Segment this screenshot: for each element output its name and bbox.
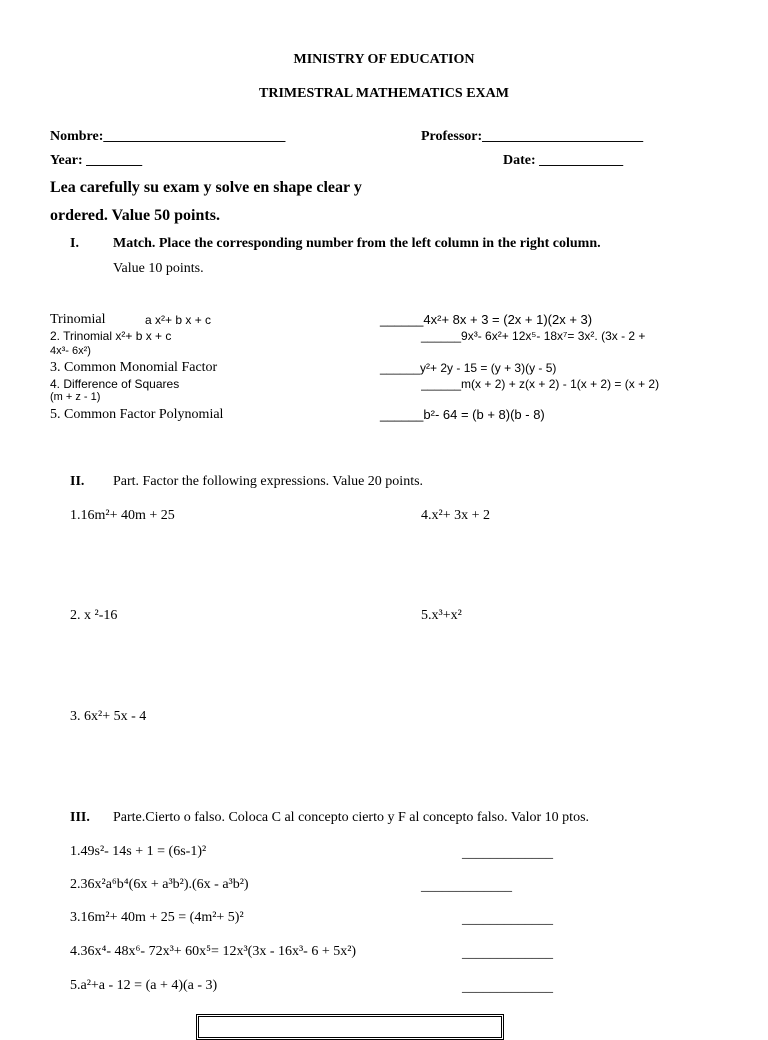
part3-numeral: III. (70, 810, 90, 825)
part2-numeral: II. (70, 474, 85, 489)
factor-item-3: 3. 6x²+ 5x - 4 (70, 709, 147, 724)
ministry-heading: MINISTRY OF EDUCATION (293, 52, 475, 67)
score-box-frame (196, 1014, 504, 1040)
part1-title: Match. Place the corresponding number from the left column in the right column. (113, 236, 601, 251)
match-left-1-label: Trinomial (50, 312, 106, 327)
match-left-5: 5. Common Factor Polynomial (50, 407, 224, 422)
match-left-4: 4. Difference of Squares (50, 377, 180, 391)
tf-item-1: 1.49s²- 14s + 1 = (6s-1)² (70, 844, 207, 859)
match-right-3[interactable]: ______y²+ 2y - 15 = (y + 3)(y - 5) (380, 361, 557, 375)
professor-field[interactable] (421, 129, 643, 145)
part1-numeral: I. (70, 236, 79, 251)
match-right-2[interactable]: ______9x³- 6x²+ 12x⁵- 18x⁷= 3x². (3x - 2 + (421, 329, 646, 343)
date-field[interactable]: Date: ____________ (503, 153, 624, 168)
tf-item-2: 2.36x²a⁶b⁴(6x + a³b²).(6x - a³b²) (70, 877, 249, 892)
match-right-4[interactable]: ______m(x + 2) + z(x + 2) - 1(x + 2) = (x + 2) (421, 377, 660, 391)
factor-item-5: 5.x³+x² (421, 608, 462, 623)
tf-blank-2[interactable]: _____________ (421, 879, 512, 894)
tf-blank-3[interactable]: _____________ (462, 912, 553, 927)
match-right-5[interactable]: ______b²- 64 = (b + 8)(b - 8) (380, 407, 545, 422)
part3-title: Parte.Cierto o falso. Coloca C al concepto cierto y F al concepto falso. Valor 10 ptos. (113, 810, 590, 825)
tf-item-4: 4.36x⁴- 48x⁶- 72x³+ 60x⁵= 12x³(3x - 16x³- 6 + 5x²) (70, 944, 357, 959)
instructions-line-1: Lea carefully su exam y solve en shape clear y (50, 179, 362, 196)
factor-item-2: 2. x ²-16 (70, 608, 118, 623)
tf-item-3: 3.16m²+ 40m + 25 = (4m²+ 5)² (70, 910, 244, 925)
match-right-1[interactable]: ______4x²+ 8x + 3 = (2x + 1)(2x + 3) (380, 312, 593, 327)
tf-blank-4[interactable]: _____________ (462, 946, 553, 961)
tf-item-5: 5.a²+a - 12 = (a + 4)(a - 3) (70, 978, 218, 993)
tf-blank-1[interactable]: _____________ (462, 846, 553, 861)
exam-title: TRIMESTRAL MATHEMATICS EXAM (259, 86, 509, 101)
match-left-3: 3. Common Monomial Factor (50, 360, 218, 375)
professor-label: Professor:______________________ (421, 129, 637, 144)
professor-tail: _ (636, 129, 644, 144)
year-field[interactable]: Year: ________ (50, 153, 143, 168)
match-left-4-cont: (m + z - 1) (50, 391, 101, 403)
part2-title: Part. Factor the following expressions. Value 20 points. (113, 474, 424, 489)
match-left-2-cont: 4x³- 6x²) (50, 345, 91, 357)
name-field[interactable]: Nombre:__________________________ (50, 129, 286, 144)
match-left-1-expr: a x²+ b x + c (145, 313, 212, 327)
part1-value: Value 10 points. (113, 261, 204, 276)
instructions-line-2: ordered. Value 50 points. (50, 207, 220, 224)
tf-blank-5[interactable]: _____________ (462, 980, 553, 995)
match-left-2: 2. Trinomial x²+ b x + c (50, 329, 172, 343)
factor-item-4: 4.x²+ 3x + 2 (421, 508, 490, 523)
factor-item-1: 1.16m²+ 40m + 25 (70, 508, 175, 523)
